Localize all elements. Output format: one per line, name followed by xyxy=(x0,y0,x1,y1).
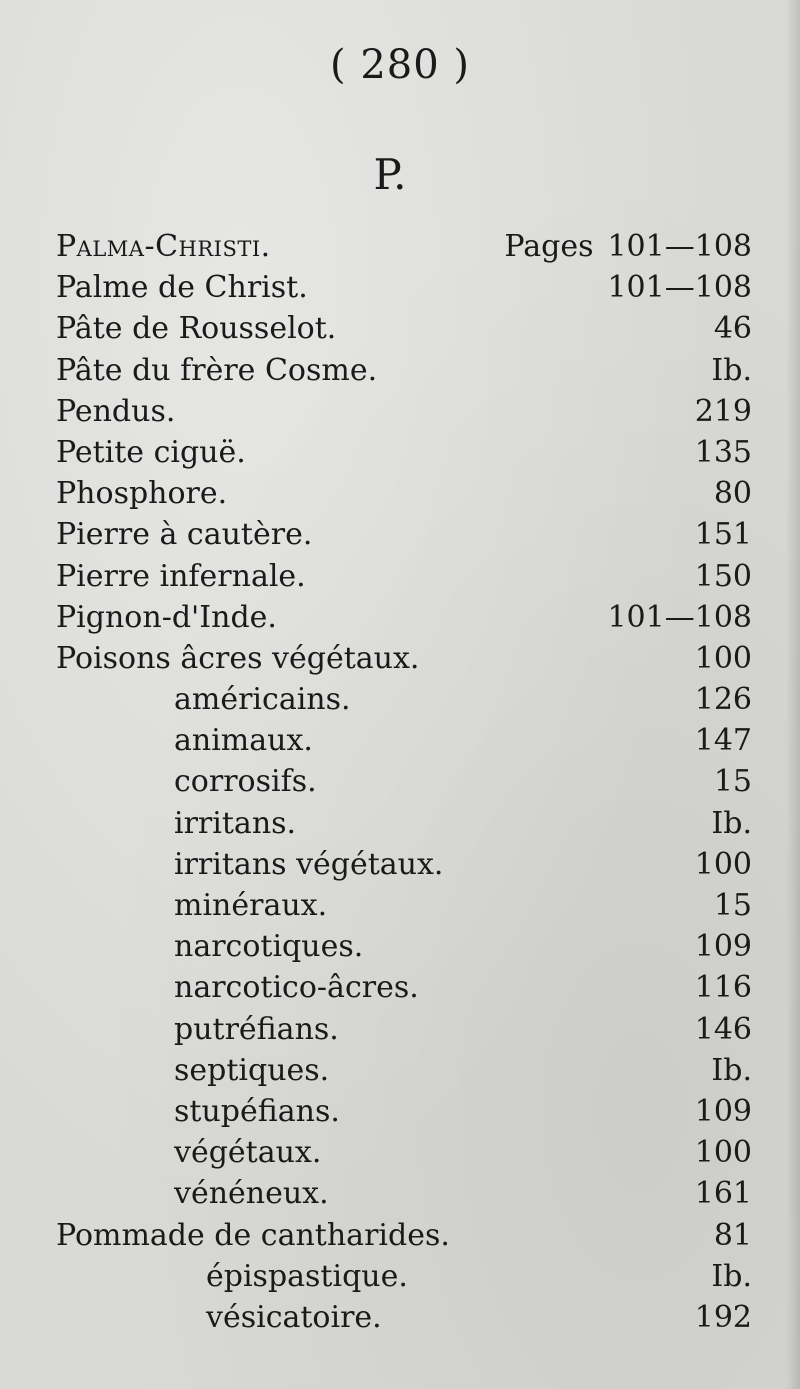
page-reference: Ib. xyxy=(711,1052,752,1088)
index-pages xyxy=(695,679,752,720)
index-entry xyxy=(56,885,752,926)
index-pages xyxy=(714,473,752,514)
index-entry xyxy=(56,1297,752,1338)
index-entry xyxy=(56,514,752,555)
index-entry xyxy=(56,1091,752,1132)
index-pages xyxy=(695,556,752,597)
index-term: irritans. xyxy=(174,805,297,841)
index-pages xyxy=(695,926,752,967)
index-term: Palma-Christi. xyxy=(56,229,271,264)
page-reference: 100 xyxy=(694,1135,752,1171)
index-pages xyxy=(714,1215,752,1256)
index-term: Pendus. xyxy=(56,393,176,429)
index-pages xyxy=(714,885,752,926)
page-reference: 135 xyxy=(694,434,752,470)
index-term: Pierre infernale. xyxy=(56,558,306,594)
page-edge-shadow xyxy=(786,0,800,1389)
index-pages xyxy=(695,514,752,555)
index-entry xyxy=(56,556,752,597)
index-entry xyxy=(56,638,752,679)
page-reference: 146 xyxy=(694,1011,752,1047)
page-reference: 116 xyxy=(694,970,752,1006)
page-reference: 15 xyxy=(713,888,752,923)
index-pages xyxy=(695,1132,752,1173)
page-reference: 101—108 xyxy=(607,270,752,306)
index-entry xyxy=(56,391,752,432)
index-pages xyxy=(695,391,752,432)
index-entry xyxy=(56,1132,752,1173)
index-term: animaux. xyxy=(174,723,313,759)
pages-prefix: Pages xyxy=(504,229,594,264)
index-term: stupéfians. xyxy=(174,1093,340,1129)
index-term: américains. xyxy=(174,682,351,718)
index-entry xyxy=(56,1256,752,1297)
index-entry xyxy=(56,350,752,391)
index-term: corrosifs. xyxy=(174,764,317,800)
index-term: septiques. xyxy=(174,1052,330,1088)
index-pages xyxy=(695,967,752,1008)
page-reference: 46 xyxy=(713,311,752,347)
index-pages xyxy=(695,844,752,885)
index-entry xyxy=(56,679,752,720)
index-entry xyxy=(56,1009,752,1050)
page-reference: 161 xyxy=(694,1176,752,1212)
index-entry xyxy=(56,432,752,473)
index-entry xyxy=(56,926,752,967)
page-reference: Ib. xyxy=(711,1258,752,1294)
index-entry xyxy=(56,267,752,308)
page-number: ( 280 ) xyxy=(330,42,470,88)
page-reference: 219 xyxy=(694,393,752,429)
page-reference: 126 xyxy=(694,682,752,718)
index-term: vésicatoire. xyxy=(206,1299,382,1335)
index-entry xyxy=(56,967,752,1008)
index-entries xyxy=(56,226,752,1338)
page-reference: 150 xyxy=(694,558,752,594)
index-term: Pâte du frère Cosme. xyxy=(56,352,378,388)
index-term: Pommade de cantharides. xyxy=(56,1217,450,1253)
index-pages xyxy=(695,432,752,473)
index-entry xyxy=(56,597,752,638)
index-term: végétaux. xyxy=(174,1135,322,1171)
index-entry xyxy=(56,473,752,514)
index-term: Palme de Christ. xyxy=(56,270,308,306)
page-reference: 100 xyxy=(694,640,752,676)
index-term: Phosphore. xyxy=(56,476,228,512)
section-letter: P. xyxy=(373,150,407,199)
index-term: Pierre à cautère. xyxy=(56,517,313,553)
index-term: minéraux. xyxy=(174,888,328,923)
index-term: narcotico-âcres. xyxy=(174,970,419,1006)
index-entry xyxy=(56,720,752,761)
index-pages xyxy=(711,350,752,391)
index-term: Poisons âcres végétaux. xyxy=(56,640,420,676)
index-pages xyxy=(695,1297,752,1338)
index-pages xyxy=(714,308,752,349)
index-pages xyxy=(695,1173,752,1214)
page-reference: Ib. xyxy=(711,352,752,388)
index-entry xyxy=(56,1215,752,1256)
index-entry xyxy=(56,803,752,844)
page-reference: 151 xyxy=(694,517,752,553)
index-pages xyxy=(695,1091,752,1132)
index-pages xyxy=(711,1050,752,1091)
index-entry xyxy=(56,844,752,885)
page-reference: 147 xyxy=(694,723,752,759)
page-reference: 192 xyxy=(694,1299,752,1335)
page-reference: 101—108 xyxy=(607,599,752,635)
index-term: Pignon-d'Inde. xyxy=(56,599,277,635)
index-pages xyxy=(711,803,752,844)
index-term: vénéneux. xyxy=(174,1176,329,1212)
index-term: putréfians. xyxy=(174,1011,339,1047)
index-term: irritans végétaux. xyxy=(174,846,444,882)
page-reference: 81 xyxy=(713,1217,752,1253)
page-reference: 109 xyxy=(694,1093,752,1129)
index-pages xyxy=(607,267,752,308)
index-term: narcotiques. xyxy=(174,929,364,965)
index-entry xyxy=(56,308,752,349)
index-entry xyxy=(56,761,752,802)
index-pages xyxy=(711,1256,752,1297)
index-entry xyxy=(56,226,752,267)
index-entry xyxy=(56,1173,752,1214)
index-pages xyxy=(695,638,752,679)
page-reference: 15 xyxy=(713,764,752,800)
index-pages xyxy=(714,761,752,802)
index-pages xyxy=(695,720,752,761)
index-pages xyxy=(607,597,752,638)
page-reference: 80 xyxy=(713,476,752,512)
index-term: Pâte de Rousselot. xyxy=(56,311,337,347)
index-term: épispastique. xyxy=(206,1258,408,1294)
index-pages xyxy=(504,226,752,267)
page-reference: 109 xyxy=(694,929,752,965)
page-reference: 100 xyxy=(694,846,752,882)
index-entry xyxy=(56,1050,752,1091)
page-reference: 101—108 xyxy=(607,229,752,264)
index-pages xyxy=(695,1009,752,1050)
page-reference: Ib. xyxy=(711,805,752,841)
index-term: Petite ciguë. xyxy=(56,434,246,470)
